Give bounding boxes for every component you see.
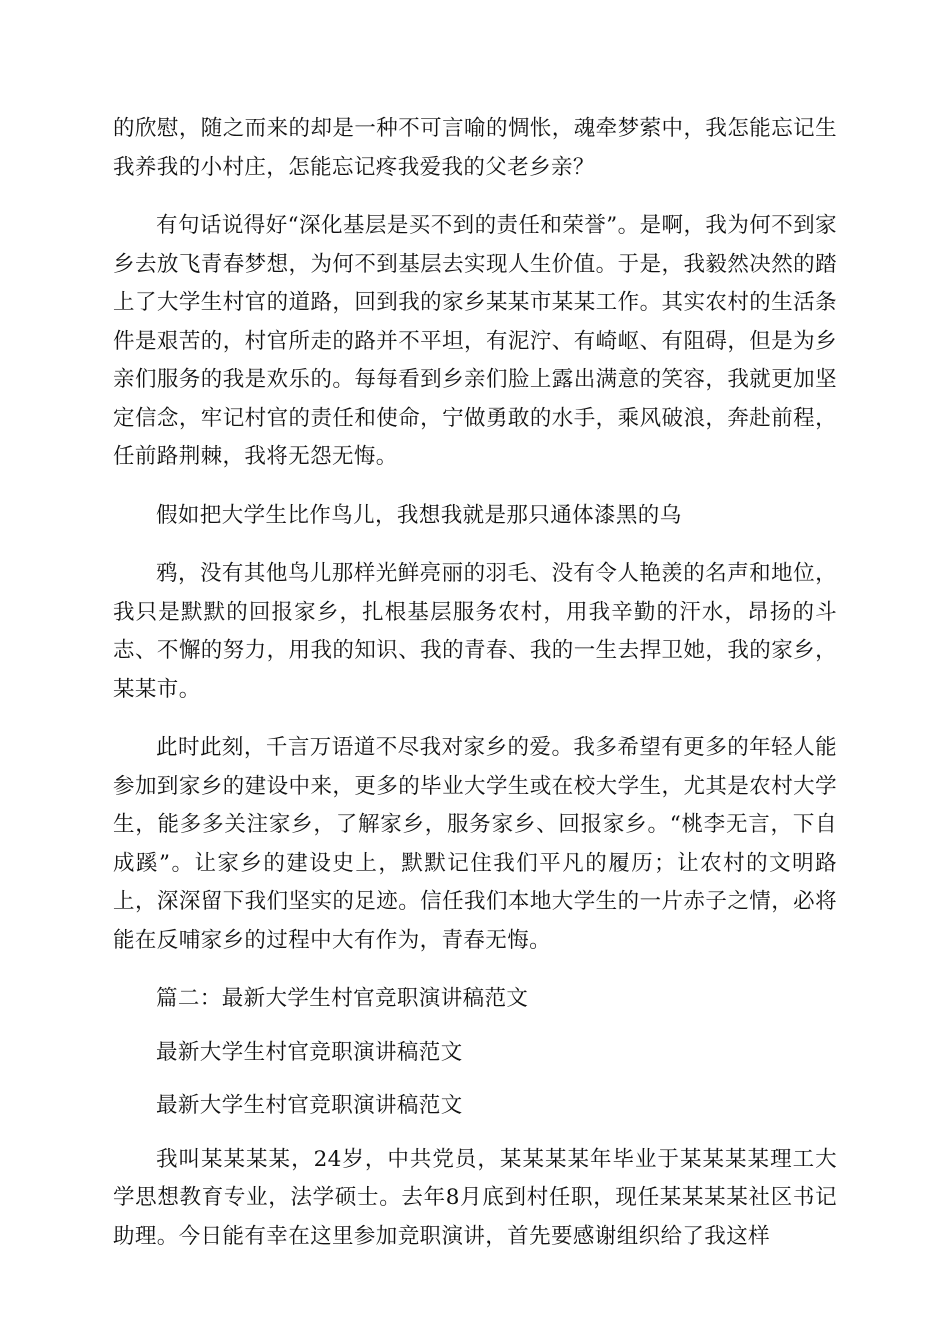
paragraph-6: 我叫某某某某，24岁，中共党员，某某某某年毕业于某某某某理工大学思想教育专业，法学硕士。去年8月底到村任职，现任某某某某社区书记助理。今日能有幸在这里参加竞职演讲，首先要感谢组织给了我这样 <box>113 1146 837 1249</box>
paragraph-1: 的欣慰，随之而来的却是一种不可言喻的惆怅，魂牵梦萦中，我怎能忘记生我养我的小村庄，怎能忘记疼我爱我的父老乡亲？ <box>113 116 837 180</box>
paragraph-2: 有句话说得好“深化基层是买不到的责任和荣誉”。是啊，我为何不到家乡去放飞青春梦想，为何不到基层去实现人生价值。于是，我毅然决然的踏上了大学生村官的道路，回到我的家乡某某市某某工作。其实农村的生活条件是艰苦的，村官所走的路并不平坦，有泥泞、有崎岖、有阻碍，但是为乡亲们服务的我是欢乐的。每每看到乡亲们脸上露出满意的笑容，我就更加坚定信念，牢记村官的责任和使命，宁做勇敢的水手，乘风破浪，奔赴前程，任前路荆棘，我将无怨无悔。 <box>113 213 837 469</box>
paragraph-5: 此时此刻，千言万语道不尽我对家乡的爱。我多希望有更多的年轻人能参加到家乡的建设中来，更多的毕业大学生或在校大学生，尤其是农村大学生，能多多关注家乡，了解家乡，服务家乡、回报家乡。“桃李无言，下自成蹊”。让家乡的建设史上，默默记住我们平凡的履历；让农村的文明路上，深深留下我们坚实的足迹。信任我们本地大学生的一片赤子之情，必将能在反哺家乡的过程中大有作为，青春无悔。 <box>113 735 837 953</box>
paragraph-3: 假如把大学生比作鸟儿，我想我就是那只通体漆黑的乌 <box>156 502 682 528</box>
article-title-1: 最新大学生村官竞职演讲稿范文 <box>156 1039 463 1065</box>
paragraph-4: 鸦，没有其他鸟儿那样光鲜亮丽的羽毛、没有令人艳羡的名声和地位，我只是默默的回报家乡，扎根基层服务农村，用我辛勤的汗水，昂扬的斗志、不懈的努力，用我的知识、我的青春、我的一生去捍卫她，我的家乡，某某市。 <box>113 561 837 702</box>
article-title-2: 最新大学生村官竞职演讲稿范文 <box>156 1093 463 1118</box>
section-heading: 篇二：最新大学生村官竞职演讲稿范文 <box>156 986 529 1011</box>
document-body <box>113 110 837 1276</box>
